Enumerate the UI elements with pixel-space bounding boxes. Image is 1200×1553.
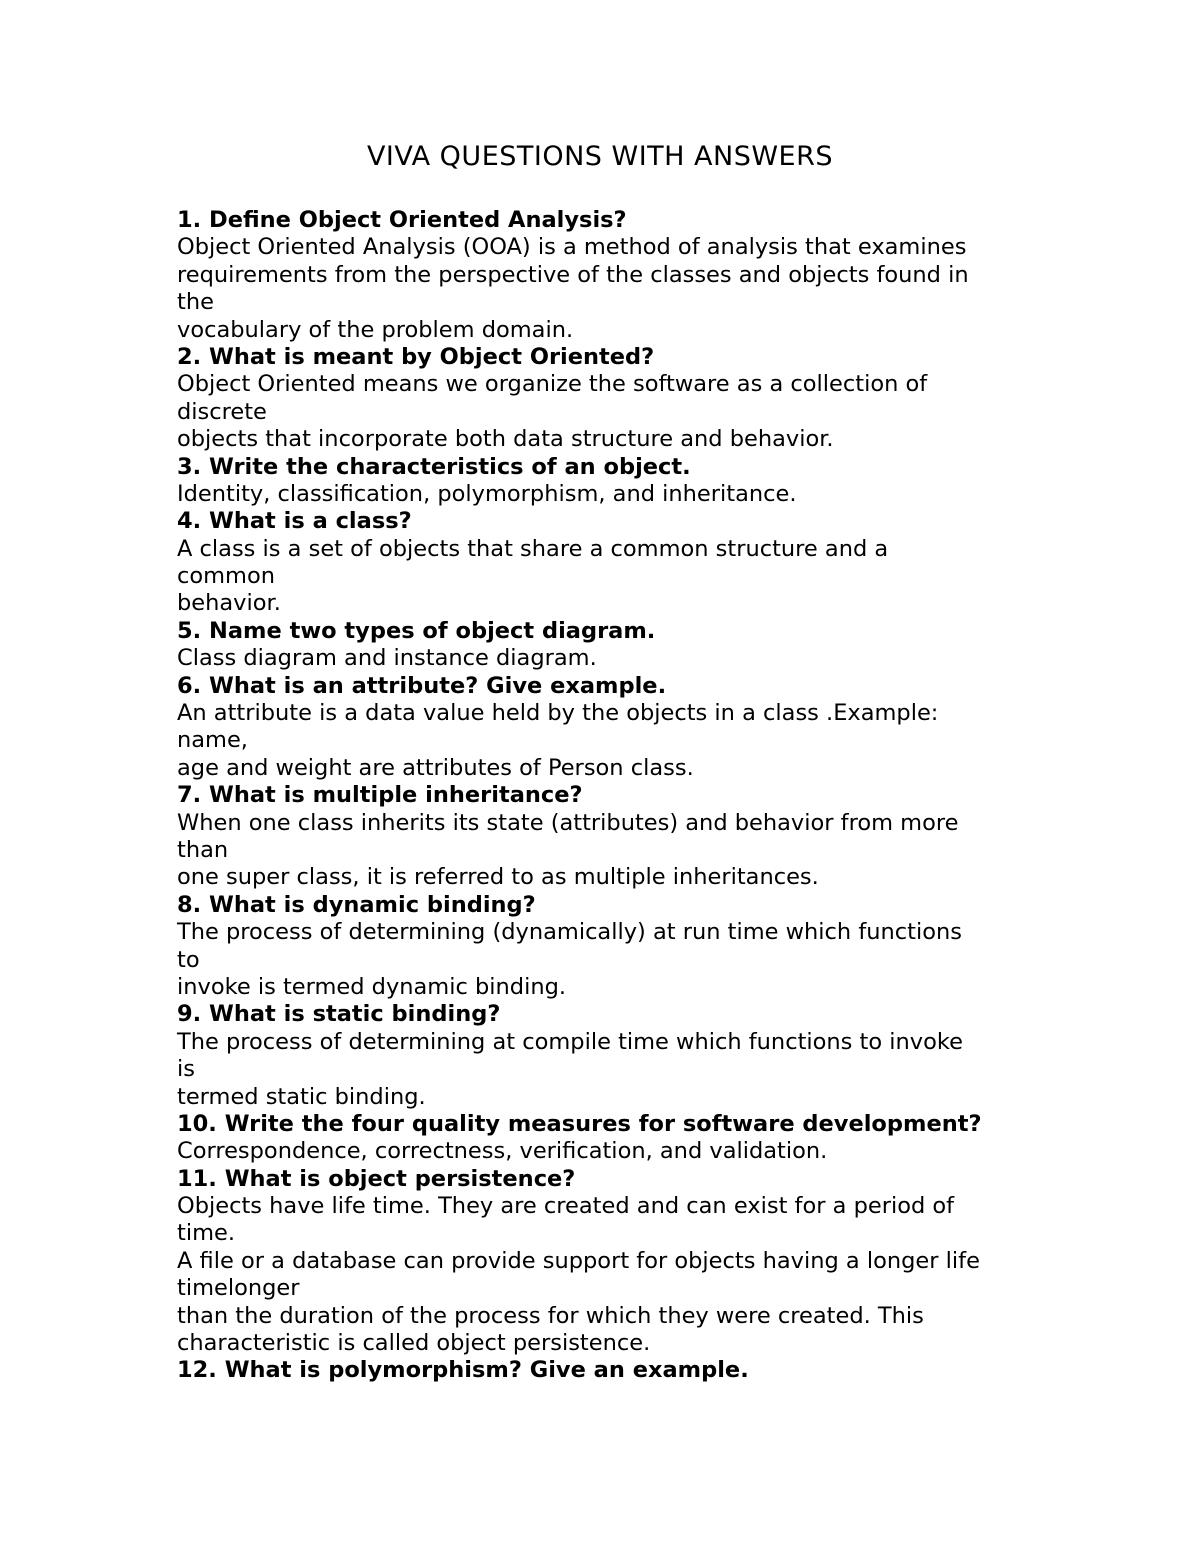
answer-line: invoke is termed dynamic binding. xyxy=(177,973,567,1000)
qa-item xyxy=(177,454,1037,509)
answer-line: Objects have life time. They are created and can exist for a period of xyxy=(177,1193,955,1220)
answer-line: Class diagram and instance diagram. xyxy=(177,645,597,672)
answer-line: age and weight are attributes of Person class. xyxy=(177,754,694,781)
question-heading: 10. Write the four quality measures for software development? xyxy=(177,1110,982,1137)
answer-line: one super class, it is referred to as multiple inheritances. xyxy=(177,864,819,891)
answer-line: termed static binding. xyxy=(177,1083,426,1110)
answer-line: The process of determining (dynamically) at run time which functions xyxy=(177,919,962,946)
answer-line: is xyxy=(177,1056,195,1083)
answer-line: objects that incorporate both data structure and behavior. xyxy=(177,426,834,453)
qa-item xyxy=(177,1111,1037,1166)
answer-line: time. xyxy=(177,1220,235,1247)
question-heading: 12. What is polymorphism? Give an example. xyxy=(177,1357,749,1384)
qa-item xyxy=(177,892,1037,1002)
question-heading: 7. What is multiple inheritance? xyxy=(177,782,583,809)
answer-line: A file or a database can provide support for objects having a longer life xyxy=(177,1247,980,1274)
answer-line: Correspondence, correctness, verification, and validation. xyxy=(177,1138,828,1165)
answer-line: common xyxy=(177,563,275,590)
answer-line: Object Oriented means we organize the software as a collection of xyxy=(177,371,928,398)
answer-line: Identity, classification, polymorphism, and inheritance. xyxy=(177,480,797,507)
answer-line: When one class inherits its state (attributes) and behavior from more xyxy=(177,809,959,836)
answer-line: The process of determining at compile time which functions to invoke xyxy=(177,1028,963,1055)
qa-item xyxy=(177,508,1037,618)
question-heading: 6. What is an attribute? Give example. xyxy=(177,672,667,699)
question-heading: 5. Name two types of object diagram. xyxy=(177,617,656,644)
answer-line: An attribute is a data value held by the objects in a class .Example: xyxy=(177,700,939,727)
qa-content xyxy=(177,207,1037,1385)
question-heading: 2. What is meant by Object Oriented? xyxy=(177,343,655,370)
question-heading: 1. Define Object Oriented Analysis? xyxy=(177,207,627,233)
qa-item xyxy=(177,1166,1037,1358)
answer-line: requirements from the perspective of the classes and objects found in xyxy=(177,261,969,288)
answer-line: name, xyxy=(177,727,248,754)
answer-line: A class is a set of objects that share a common structure and a xyxy=(177,535,889,562)
answer-line: than the duration of the process for which they were created. This xyxy=(177,1302,924,1329)
qa-item xyxy=(177,673,1037,783)
qa-item xyxy=(177,782,1037,892)
document-title: VIVA QUESTIONS WITH ANSWERS xyxy=(366,141,834,172)
question-heading: 8. What is dynamic binding? xyxy=(177,891,536,918)
question-heading: 3. Write the characteristics of an object. xyxy=(177,453,691,480)
answer-line: the xyxy=(177,289,214,316)
qa-item xyxy=(177,1001,1037,1111)
answer-line: to xyxy=(177,946,200,973)
answer-line: behavior. xyxy=(177,590,281,617)
answer-line: timelonger xyxy=(177,1275,300,1302)
answer-line: discrete xyxy=(177,398,267,425)
qa-item xyxy=(177,344,1037,454)
answer-line: characteristic is called object persistence. xyxy=(177,1330,651,1357)
qa-item xyxy=(177,618,1037,673)
question-heading: 9. What is static binding? xyxy=(177,1001,501,1028)
answer-line: Object Oriented Analysis (OOA) is a method of analysis that examines xyxy=(177,234,967,261)
question-heading: 4. What is a class? xyxy=(177,508,412,535)
qa-item xyxy=(177,1357,1037,1384)
answer-line: vocabulary of the problem domain. xyxy=(177,316,574,343)
question-heading: 11. What is object persistence? xyxy=(177,1165,576,1192)
qa-item xyxy=(177,207,1037,344)
answer-line: than xyxy=(177,836,229,863)
